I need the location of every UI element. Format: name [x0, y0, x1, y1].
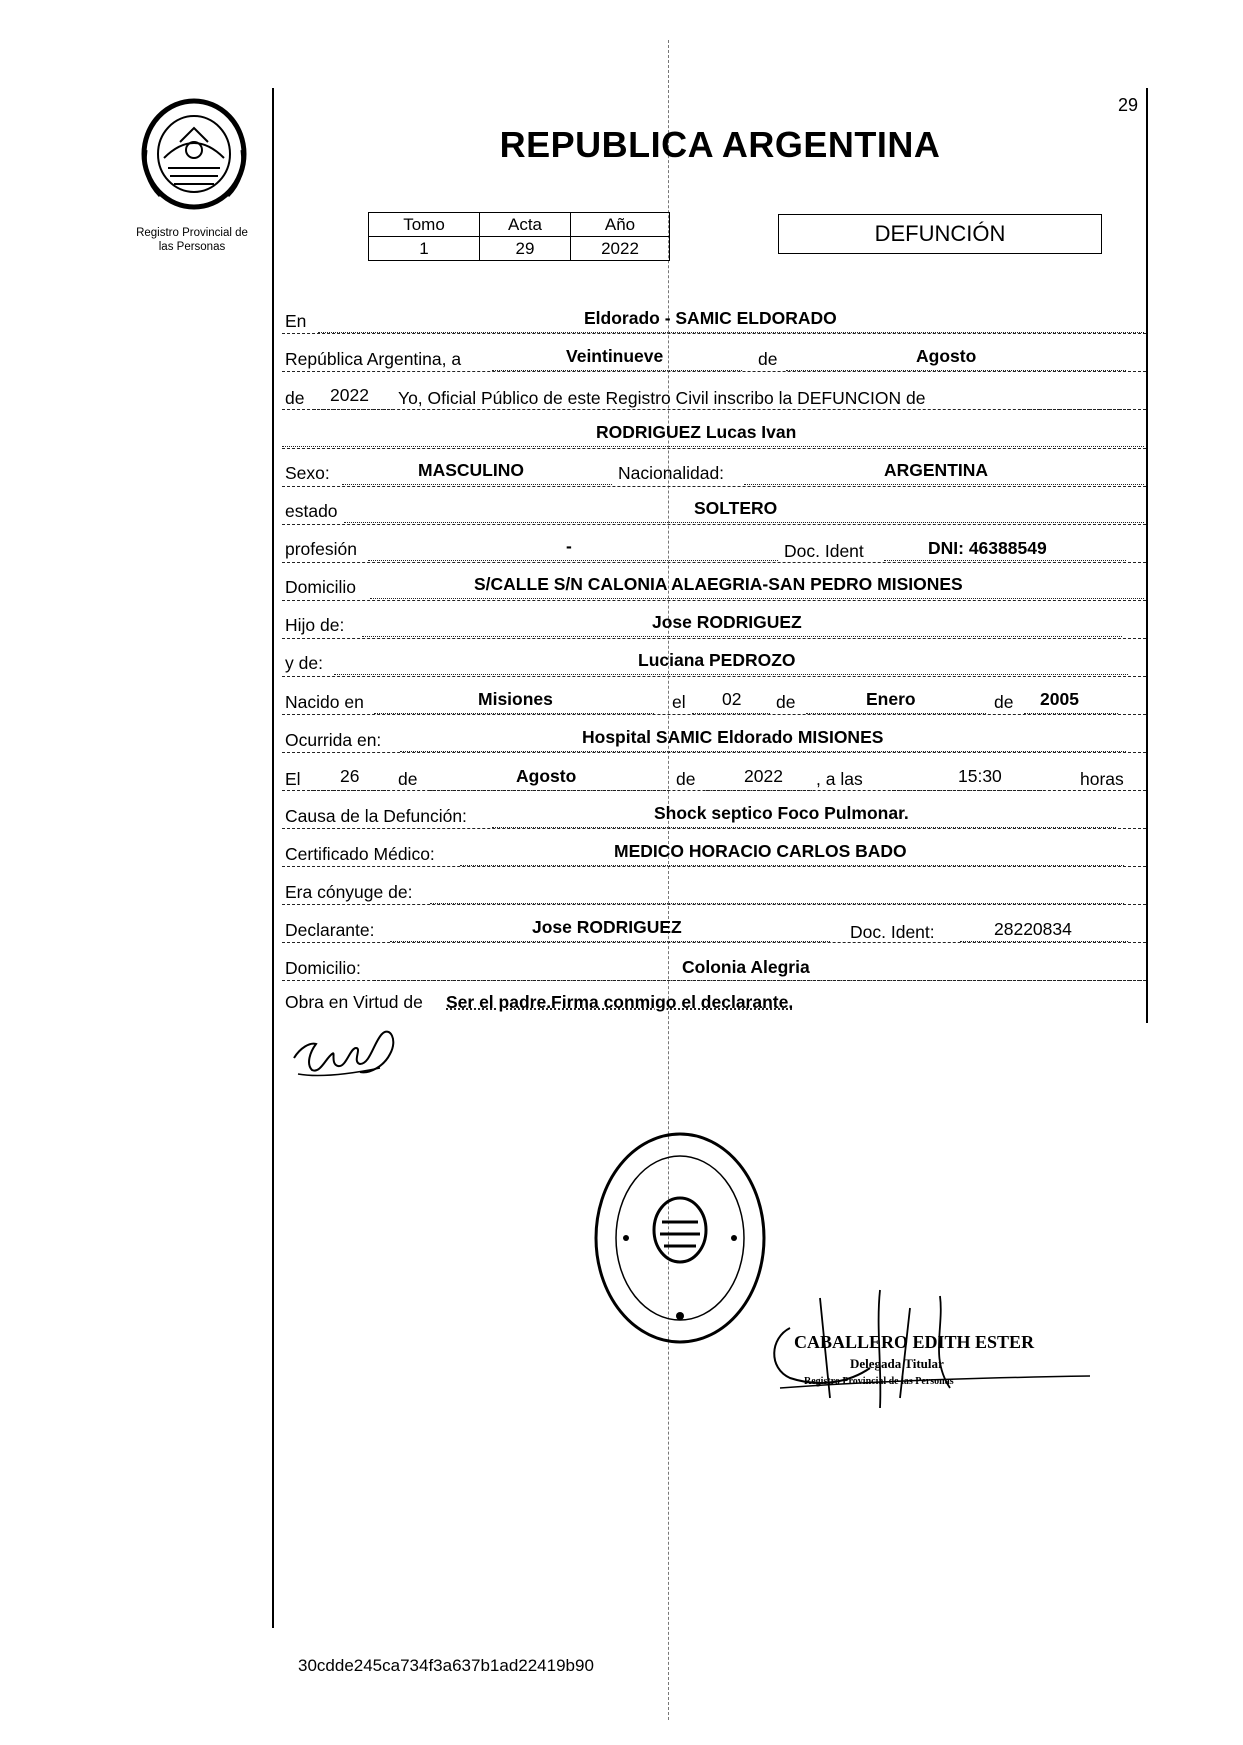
declarant-signature [290, 1018, 420, 1088]
tomo-header: Tomo [369, 213, 480, 237]
mother-value: Luciana PEDROZO [638, 650, 796, 670]
birth-month-value: Enero [866, 689, 916, 709]
death-time-value: 15:30 [958, 766, 1002, 786]
doc-value: DNI: 46388549 [928, 538, 1047, 558]
cert-label: Certificado Médico: [285, 844, 435, 864]
alas-label: , a las [816, 769, 863, 789]
nacionalidad-value: ARGENTINA [884, 460, 989, 480]
declarante-label: Declarante: [285, 920, 375, 940]
el2-label: El [285, 769, 301, 789]
official-stamp [590, 1126, 770, 1346]
right-margin-rule [1146, 88, 1148, 1023]
birth-place-value: Misiones [478, 689, 553, 709]
father-value: Jose RODRIGUEZ [652, 612, 802, 632]
left-margin-rule [272, 88, 274, 1628]
declarante-value: Jose RODRIGUEZ [532, 917, 682, 937]
page-number: 29 [1118, 95, 1139, 115]
obra-label: Obra en Virtud de [285, 992, 423, 1012]
death-year-value: 2022 [744, 766, 783, 786]
dotted-line [884, 560, 1126, 561]
domicilio-label: Domicilio [285, 577, 356, 597]
domicilio2-label: Domicilio: [285, 958, 361, 978]
conyuge-label: Era cónyuge de: [285, 882, 413, 902]
dotted-line [342, 484, 612, 485]
provincial-seal-logo [140, 98, 248, 210]
causa-value: Shock septico Foco Pulmonar. [654, 803, 909, 823]
nacido-label: Nacido en [285, 692, 364, 712]
causa-label: Causa de la Defunción: [285, 806, 467, 826]
de3-label: de [398, 769, 418, 789]
domicilio2-value: Colonia Alegria [682, 957, 810, 977]
svg-text:Registro Provincial de las Per: Registro Provincial de las Personas [804, 1376, 954, 1387]
row-separator [282, 676, 1146, 715]
republica-label: República Argentina, a [285, 349, 462, 369]
registry-label-line1: Registro Provincial de [136, 227, 248, 239]
estado-label: estado [285, 501, 338, 521]
profesion-label: profesión [285, 539, 357, 559]
registry-label [112, 226, 272, 254]
year-prefix-label: de [285, 388, 305, 408]
day-words-value: Veintinueve [566, 346, 664, 366]
de-label: de [758, 349, 778, 369]
tomo-value: 1 [369, 237, 480, 261]
en-label: En [285, 311, 307, 331]
dotted-line [744, 484, 1144, 485]
dotted-line [344, 522, 1144, 523]
year-value: 2022 [330, 385, 369, 405]
nacionalidad-label: Nacionalidad: [618, 463, 725, 483]
decl-doc-label: Doc. Ident: [850, 922, 935, 942]
doc-label: Doc. Ident [784, 541, 864, 561]
dotted-line [374, 980, 1144, 981]
profesion-value: - [566, 536, 572, 556]
document-title: REPUBLICA ARGENTINA [499, 124, 941, 165]
dotted-line [370, 598, 1144, 599]
death-day-value: 26 [340, 766, 360, 786]
sexo-label: Sexo: [285, 463, 330, 483]
record-type-box: DEFUNCIÓN [778, 214, 1102, 254]
birth-year-value: 2005 [1040, 689, 1079, 709]
de2-label: de [994, 692, 1014, 712]
de1-label: de [776, 692, 796, 712]
anio-value: 2022 [571, 237, 670, 261]
el-label: el [672, 692, 686, 712]
occurred-at-value: Hospital SAMIC Eldorado MISIONES [582, 727, 884, 747]
dotted-line [334, 674, 1128, 675]
dotted-line [362, 636, 1122, 637]
estado-value: SOLTERO [694, 498, 778, 518]
official-signature [760, 1288, 1090, 1418]
horas-label: horas [1080, 769, 1124, 789]
dotted-line [282, 446, 1144, 447]
deceased-name-value: RODRIGUEZ Lucas Ivan [596, 422, 797, 442]
sexo-value: MASCULINO [418, 460, 524, 480]
dotted-line [368, 560, 778, 561]
registry-label-line2: las Personas [158, 241, 226, 253]
statement-text: Yo, Oficial Público de este Registro Civil inscribo la DEFUNCION de [398, 388, 926, 408]
acta-header: Acta [480, 213, 571, 237]
yde-label: y de: [285, 653, 323, 673]
hijo-label: Hijo de: [285, 615, 345, 635]
domicilio-value: S/CALLE S/N CALONIA ALAEGRIA-SAN PEDRO MISIONES [474, 574, 963, 594]
anio-header: Año [571, 213, 670, 237]
svg-text:CABALLERO EDITH ESTER: CABALLERO EDITH ESTER [794, 1332, 1035, 1352]
birth-day-value: 02 [722, 689, 742, 709]
acta-value: 29 [480, 237, 571, 261]
month-value: Agosto [916, 346, 977, 366]
place-value: Eldorado - SAMIC ELDORADO [584, 308, 837, 328]
death-month-value: Agosto [516, 766, 577, 786]
decl-doc-value: 28220834 [994, 919, 1072, 939]
ocurrida-label: Ocurrida en: [285, 730, 382, 750]
document-hash: 30cdde245ca734f3a637b1ad22419b90 [298, 1656, 594, 1675]
svg-text:Delegada Titular: Delegada Titular [850, 1356, 944, 1371]
cert-value: MEDICO HORACIO CARLOS BADO [614, 841, 907, 861]
book-reference-table [368, 212, 670, 261]
obra-value: Ser el padre.Firma conmigo el declarante. [446, 992, 794, 1012]
de4-label: de [676, 769, 696, 789]
